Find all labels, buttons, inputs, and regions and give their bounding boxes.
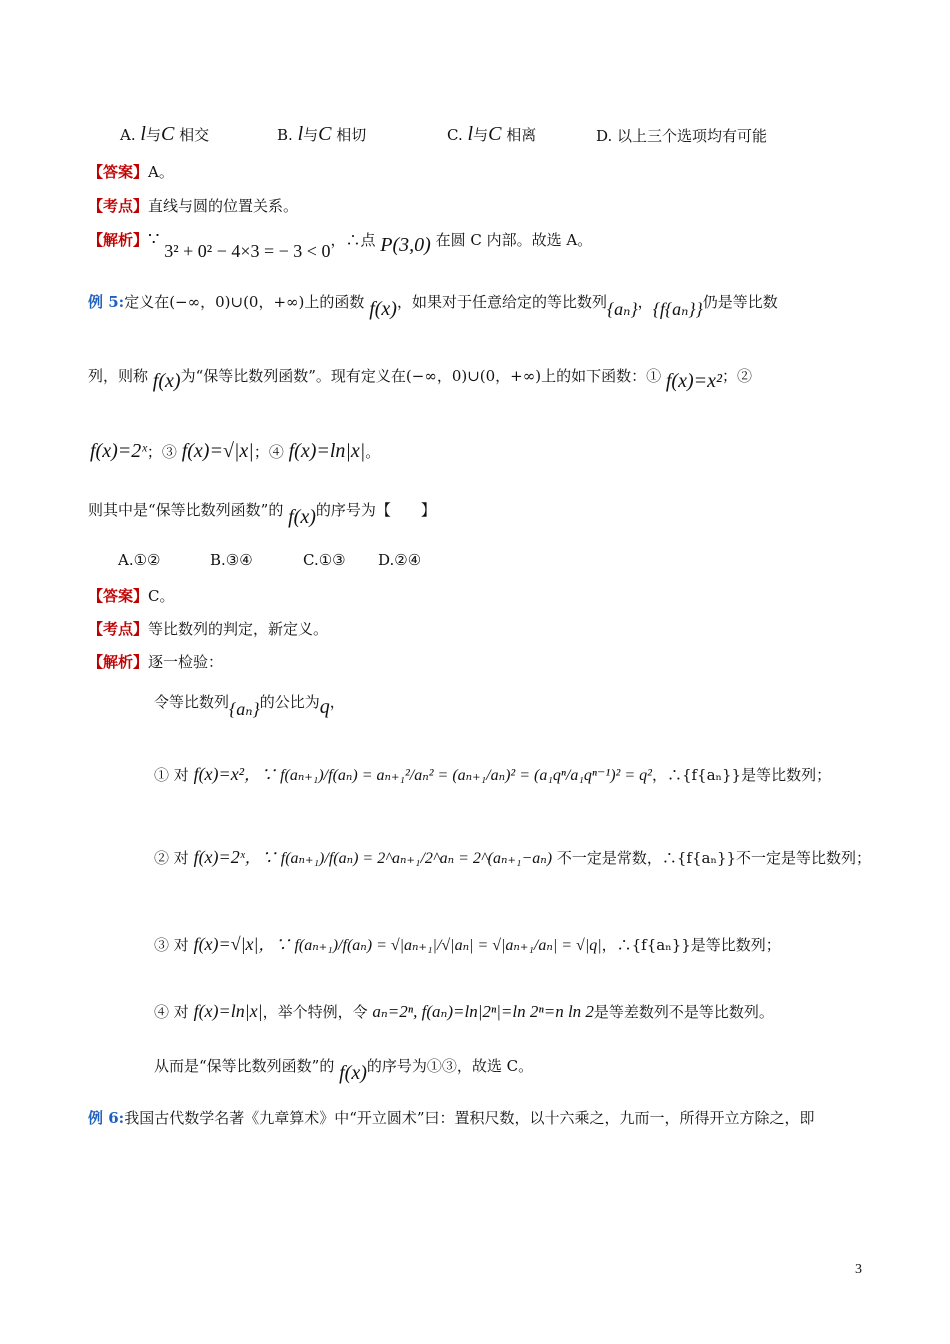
example-label: 例 6: xyxy=(88,1109,125,1127)
function-fx: f(x) xyxy=(369,298,397,320)
step4-line xyxy=(154,1001,774,1022)
analysis-line xyxy=(88,651,223,672)
option-c xyxy=(447,123,536,146)
topic-line xyxy=(88,618,328,639)
analysis-text: 的公比为 xyxy=(259,693,320,711)
step-conclusion: 不一定是常数，∴{f{aₙ}}不一定是等比数列； xyxy=(556,849,872,867)
example-text: ；④ xyxy=(253,443,284,461)
function-3: f(x)=√|x| xyxy=(181,440,254,462)
step-function: f(x)=2ˣ xyxy=(193,847,245,867)
step-function: f(x)=ln|x| xyxy=(193,1001,263,1021)
example5-line3 xyxy=(90,440,380,463)
step-lead: ① 对 xyxy=(154,766,189,784)
example-text: 为“保等比数列函数”。现有定义在(−∞，0)∪(0，+∞)上的如下函数：① xyxy=(180,367,662,385)
function-fx: f(x) xyxy=(339,1062,367,1084)
step-conclusion: ，∴{f{aₙ}}是等比数列； xyxy=(651,766,832,784)
therefore-text: ，∴点 xyxy=(330,231,376,249)
option-label: C. xyxy=(447,126,463,144)
option-a: A.①② xyxy=(118,551,161,569)
option-d: D.②④ xyxy=(378,551,422,569)
separator: ， xyxy=(329,693,345,711)
example5-line2 xyxy=(88,364,753,392)
example5-line4 xyxy=(88,498,436,528)
step-function: f(x)=x² xyxy=(193,764,245,784)
option-c: C.①③ xyxy=(303,551,346,569)
option-label: D. xyxy=(596,127,613,145)
circle-symbol: C xyxy=(318,123,332,145)
answer-text: C。 xyxy=(148,587,175,605)
example5-line1 xyxy=(88,290,778,320)
function-fx: f(x) xyxy=(288,506,316,528)
step-conclusion: ，∴{f{aₙ}}是等比数列； xyxy=(601,936,781,954)
function-2: f(x)=2ˣ xyxy=(90,440,147,462)
topic-tag: 【考点】 xyxy=(88,620,149,638)
option-text: 以上三个选项均有可能 xyxy=(617,127,768,145)
option-text: 相切 xyxy=(336,126,367,144)
topic-tag: 【考点】 xyxy=(88,197,149,215)
analysis-text: ，举个特例，令 xyxy=(262,1003,368,1021)
step-lead: ③ 对 xyxy=(154,936,189,954)
answer-line xyxy=(88,161,174,182)
step-function: f(x)=√|x| xyxy=(193,934,259,954)
line-symbol: l xyxy=(467,123,474,145)
analysis-text: 逐一检验： xyxy=(148,653,224,671)
answer-line xyxy=(88,585,175,606)
step3-line xyxy=(154,932,781,955)
topic-line xyxy=(88,195,298,216)
step-expression: aₙ=2ⁿ, f(aₙ)=ln|2ⁿ|=ln 2ⁿ=n ln 2 xyxy=(372,1002,594,1021)
step-expression: ，∵ f(aₙ₊₁)/f(aₙ) = √|aₙ₊₁|/√|aₙ| = √|aₙ₊₁/aₙ| = √|q| xyxy=(258,937,602,954)
separator: ， xyxy=(637,293,653,311)
example-text: 的序号为【 】 xyxy=(315,501,436,519)
step-expression: ，∵ f(aₙ₊₁)/f(aₙ) = aₙ₊₁²/aₙ² = (aₙ₊₁/aₙ)² = (a₁qⁿ/a₁qⁿ⁻¹)² = q² xyxy=(244,767,652,784)
option-b: B.③④ xyxy=(210,551,253,569)
function-1: f(x)=x² xyxy=(665,370,722,392)
option-a xyxy=(120,123,209,146)
option-d xyxy=(596,125,767,146)
step-lead: ② 对 xyxy=(154,849,189,867)
option-label: B. xyxy=(277,126,293,144)
step2-line xyxy=(154,845,871,868)
sequence-an: {aₙ} xyxy=(606,299,638,319)
option-text: 与 xyxy=(303,126,319,144)
conclusion-text: 的序号为①③，故选 C。 xyxy=(366,1057,534,1075)
option-label: A. xyxy=(120,126,136,144)
example-text: 我国古代数学名著《九章算术》中“开立圆术”曰：置积尺数，以十六乘之，九而一，所得开立方除之，即 xyxy=(124,1109,815,1127)
because-symbol: ∵ xyxy=(148,229,160,250)
line-symbol: l xyxy=(140,123,146,145)
analysis-tag: 【解析】 xyxy=(88,231,149,249)
example-text: 定义在(−∞，0)∪(0，+∞)上的函数 xyxy=(124,293,365,311)
option-text: 相离 xyxy=(506,126,537,144)
circle-symbol: C xyxy=(160,123,175,145)
example-text: 。 xyxy=(365,443,381,461)
function-fx: f(x) xyxy=(152,370,181,392)
circle-symbol: C xyxy=(488,123,502,145)
step-expression: ，∵ f(aₙ₊₁)/f(aₙ) = 2^aₙ₊₁/2^aₙ = 2^(aₙ₊₁−aₙ) xyxy=(244,850,553,867)
option-text: 与 xyxy=(473,126,489,144)
option-text: 相交 xyxy=(179,126,210,144)
example-text: 列，则称 xyxy=(88,367,149,385)
ratio-q: q xyxy=(319,696,330,718)
conclusion-text: 从而是“保等比数列函数”的 xyxy=(154,1057,335,1075)
topic-text: 等比数列的判定，新定义。 xyxy=(148,620,329,638)
step1-line xyxy=(154,762,831,785)
conclusion-line xyxy=(154,1054,534,1084)
page-number: 3 xyxy=(855,1262,862,1277)
analysis-text: 令等比数列 xyxy=(154,693,230,711)
example5-options xyxy=(118,551,421,569)
answer-tag: 【答案】 xyxy=(88,163,149,181)
analysis-line xyxy=(88,228,593,261)
analysis-tag: 【解析】 xyxy=(88,653,149,671)
example-text: 仍是等比数 xyxy=(702,293,778,311)
option-text: 与 xyxy=(145,126,161,144)
sequence-an: {aₙ} xyxy=(229,699,260,719)
answer-tag: 【答案】 xyxy=(88,587,149,605)
conclusion-text: 在圆 C 内部。故选 A。 xyxy=(435,231,593,249)
example-text: ，如果对于任意给定的等比数列 xyxy=(396,293,607,311)
example-label: 例 5: xyxy=(88,293,125,311)
let-line xyxy=(154,690,345,719)
line-symbol: l xyxy=(297,123,304,145)
step-lead: ④ 对 xyxy=(154,1003,189,1021)
option-b xyxy=(277,123,366,146)
topic-text: 直线与圆的位置关系。 xyxy=(148,197,299,215)
inequality-expression: 3² + 0² − 4×3 = − 3 < 0 xyxy=(164,241,331,261)
example-text: ；② xyxy=(722,367,753,385)
point-expression: P(3,0) xyxy=(380,234,431,256)
example6-line1 xyxy=(88,1107,815,1128)
answer-text: A。 xyxy=(148,163,174,181)
step-conclusion: 是等差数列不是等比数列。 xyxy=(593,1003,774,1021)
sequence-f-an: {f{aₙ}} xyxy=(652,299,703,319)
example-text: 则其中是“保等比数列函数”的 xyxy=(88,501,284,519)
example-text: ；③ xyxy=(146,443,177,461)
function-4: f(x)=ln|x| xyxy=(288,440,366,462)
